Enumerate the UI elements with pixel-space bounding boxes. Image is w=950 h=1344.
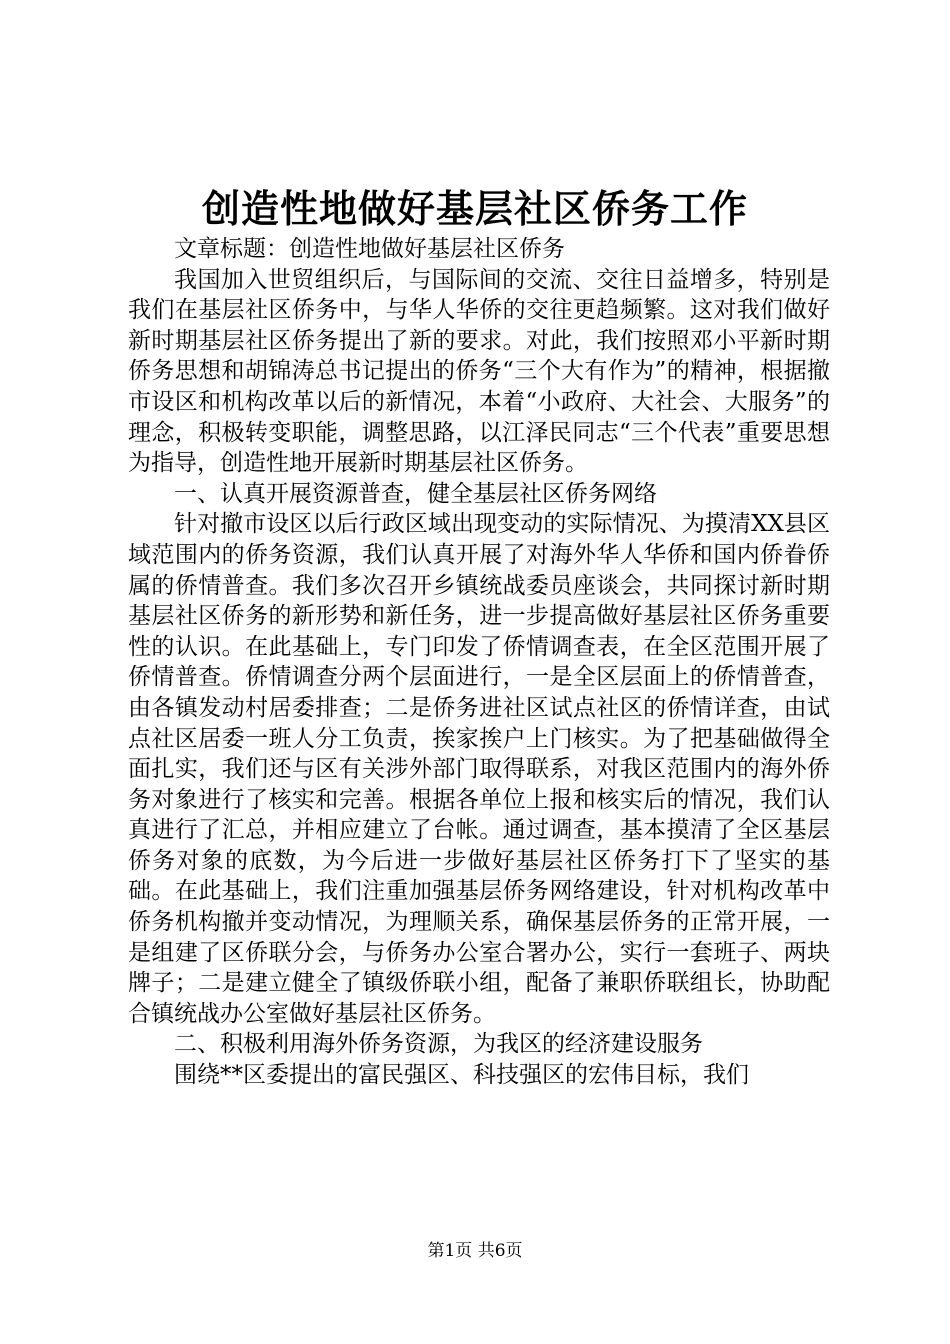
paragraph-section-1: 针对撤市设区以后行政区域出现变动的实际情况、为摸清XX县区域范围内的侨务资源，我们认真开展了对海外华人华侨和国内侨眷侨属的侨情普查。我们多次召开乡镇统战委员座谈会，共同探讨新时期基层社区侨务的新形势和新任务，进一步提高做好基层社区侨务重要性的认识。在此基础上，专门印发了侨情调查表，在全区范围开展了侨情普查。侨情调查分两个层面进行，一是全区层面上的侨情普查，由各镇发动村居委排查；二是侨务进社区试点社区的侨情详查，由试点社区居委一班人分工负责，挨家挨户上门核实。为了把基础做得全面扎实，我们还与区有关涉外部门取得联系，对我区范围内的海外侨务对象进行了核实和完善。根据各单位上报和核实后的情况，我们认真进行了汇总，并相应建立了台帐。通过调查，基本摸清了全区基层侨务对象的底数，为今后进一步做好基层社区侨务打下了坚实的基础。在此基础上，我们注重加强基层侨务网络建设，针对机构改革中侨务机构撤并变动情况，为理顺关系，确保基层侨务的正常开展，一是组建了区侨联分会，与侨务办公室合署办公，实行一套班子、两块牌子；二是建立健全了镇级侨联小组，配备了兼职侨联组长，协助配合镇统战办公室做好基层社区侨务。 [128,511,830,1027]
paragraph-intro: 我国加入世贸组织后，与国际间的交流、交往日益增多，特别是我们在基层社区侨务中，与华人华侨的交往更趋频繁。这对我们做好新时期基层社区侨务提出了新的要求。对此，我们按照邓小平新时期侨务思想和胡锦涛总书记提出的侨务“三个大有作为”的精神，根据撤市设区和机构改革以后的新情况，本着“小政府、大社会、大服务”的理念，积极转变职能，调整思路，以江泽民同志“三个代表”重要思想为指导，创造性地开展新时期基层社区侨务。 [128,266,830,477]
document-title: 创造性地做好基层社区侨务工作 [201,186,748,231]
page-number-footer: 第1页 共6页 [427,1241,523,1261]
paragraph-section-2: 围绕**区委提出的富民强区、科技强区的宏伟目标，我们 [174,1062,749,1089]
document-body [128,234,830,1091]
section-heading-1: 一、认真开展资源普查，健全基层社区侨务网络 [174,480,657,507]
section-heading-2: 二、积极利用海外侨务资源，为我区的经济建设服务 [174,1031,703,1058]
article-title-line: 文章标题：创造性地做好基层社区侨务 [174,236,565,262]
